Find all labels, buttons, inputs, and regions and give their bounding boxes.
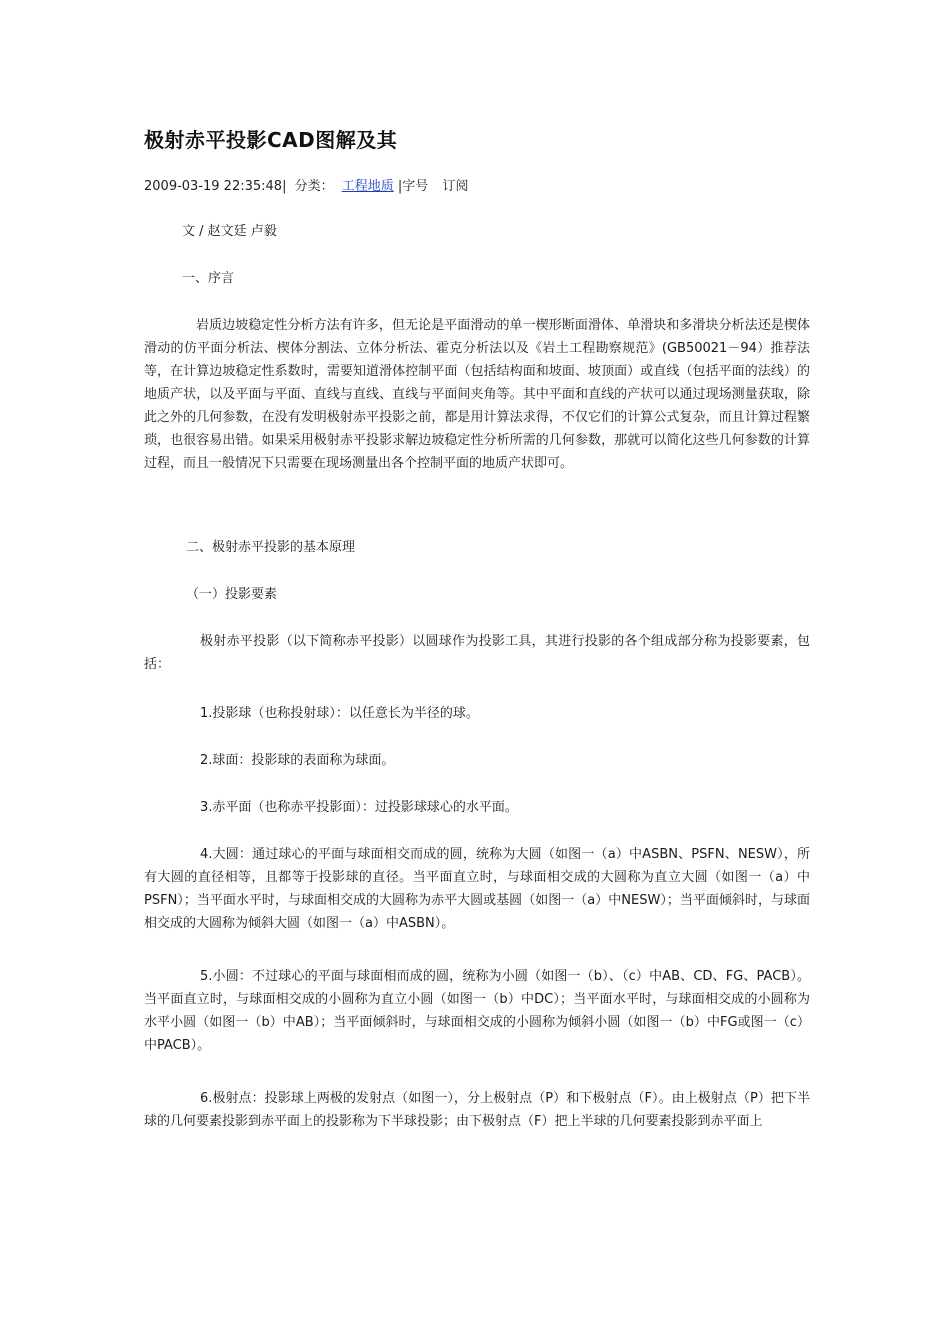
article-title: 极射赤平投影CAD图解及其 (144, 128, 398, 152)
list-item-equatorial-plane: 3.赤平面（也称赤平投影面）：过投影球球心的水平面。 (200, 800, 518, 815)
author-line: 文 / 赵文廷 卢毅 (182, 224, 277, 239)
preface-paragraph: 岩质边坡稳定性分析方法有许多，但无论是平面滑动的单一楔形断面滑体、单滑块和多滑块分析法还是楔体滑动的仿平面分析法、楔体分割法、立体分析法、霍克分析法以及《岩土工程勘察规范》(GB50021－94）推荐法等，在计算边坡稳定性系数时，需要知道滑体控制平面（包括结构面和坡面、坡顶面）或直线（包括平面的法线）的地质产状，以及平面与平面、直线与直线、直线与平面间夹角等。其中平面和直线的产状可以通过现场测量获取，除此之外的几何参数，在没有发明极射赤平投影之前，都是用计算法求得，不仅它们的计算公式复杂，而且计算过程繁琐，也很容易出错。如果采用极射赤平投影求解边坡稳定性分析所需的几何参数，那就可以简化这些几何参数的计算过程，而且一般情况下只需要在现场测量出各个控制平面的地质产状即可。 (144, 318, 810, 471)
category-link[interactable]: 工程地质 (341, 179, 394, 194)
preface-heading: 一、序言 (182, 271, 235, 286)
list-item-sphere-surface: 2.球面：投影球的表面称为球面。 (200, 753, 395, 768)
subscribe-link[interactable]: 订阅 (442, 179, 469, 194)
list-item-great-circle: 4.大圆：通过球心的平面与球面相交而成的圆，统称为大圆（如图一（a）中ASBN、PSFN、NESW），所有大圆的直径相等，且都等于投影球的直径。当平面直立时，与球面相交成的大圆称为直立大圆（如图一（a）中PSFN）；当平面水平时，与球面相交成的大圆称为赤平大圆或基圆（如图一（a）中NESW）；当平面倾斜时，与球面相交成的大圆称为倾斜大圆（如图一（a）中ASBN）。 (144, 847, 810, 931)
article-meta (144, 175, 472, 194)
elements-intro-paragraph: 极射赤平投影（以下简称赤平投影）以圆球作为投影工具，其进行投影的各个组成部分称为投影要素，包括： (144, 634, 810, 672)
list-item-small-circle: 5.小圆：不过球心的平面与球面相而成的圆，统称为小圆（如图一（b）、（c）中AB、CD、FG、PACB）。当平面直立时，与球面相交成的小圆称为直立小圆（如图一（b）中DC）；当平面水平时，与球面相交成的小圆称为水平小圆（如图一（b）中AB）；当平面倾斜时，与球面相交成的小圆称为倾斜小圆（如图一（b）中FG或图一（c）中PACB）。 (144, 969, 810, 1053)
font-size-control[interactable]: |字号 (397, 179, 429, 194)
list-item-projection-sphere: 1.投影球（也称投射球）：以任意长为半径的球。 (200, 706, 479, 721)
elements-heading: （一）投影要素 (186, 587, 278, 602)
principle-heading: 二、极射赤平投影的基本原理 (186, 540, 356, 555)
category-label: 分类： (294, 179, 334, 194)
post-datetime: 2009-03-19 22:35:48| (144, 179, 287, 194)
list-item-projection-point: 6.极射点：投影球上两极的发射点（如图一），分上极射点（P）和下极射点（F）。由上极射点（P）把下半球的几何要素投影到赤平面上的投影称为下半球投影；由下极射点（F）把上半球的几何要素投影到赤平面上 (144, 1091, 810, 1129)
